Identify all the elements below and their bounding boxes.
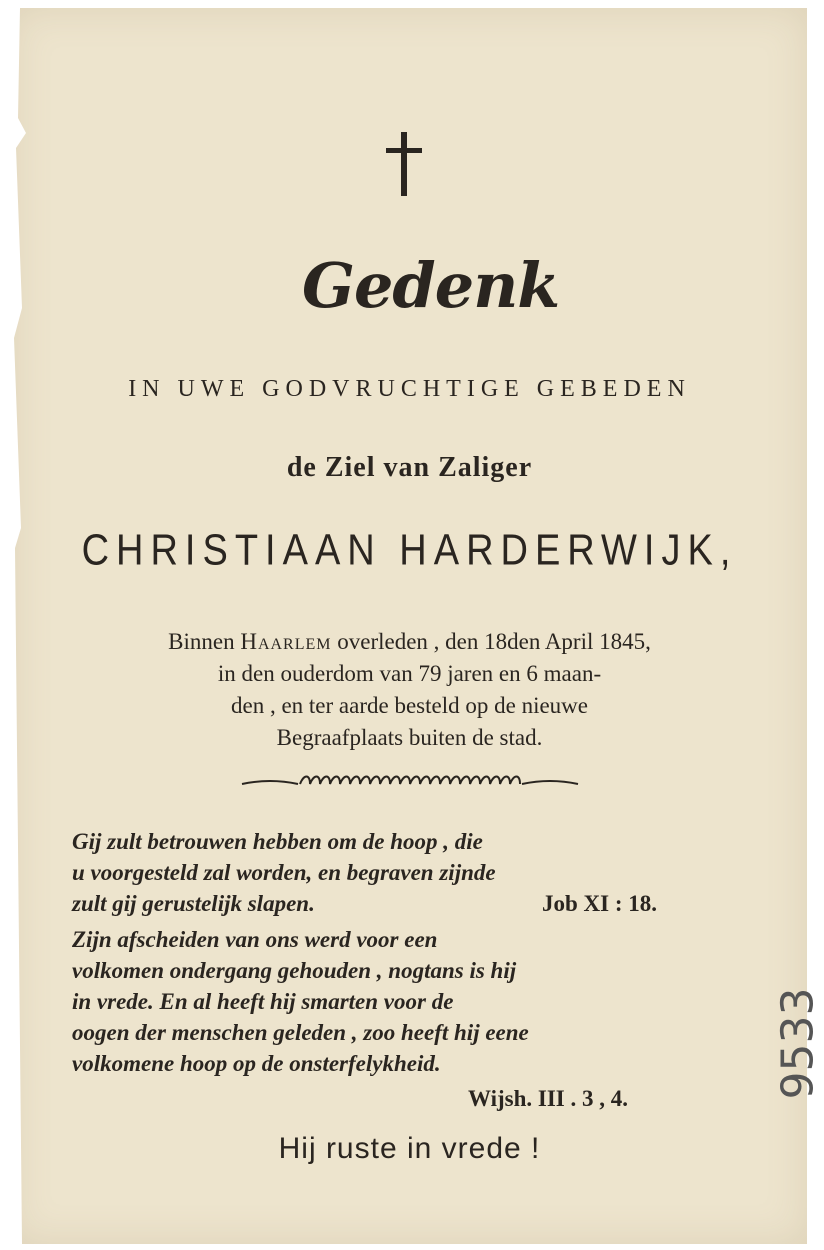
obituary-line-2: in den ouderdom van 79 jaren en 6 maan-: [217, 661, 602, 686]
verse-line: oogen der menschen geleden , zoo heeft hij eene: [72, 1020, 529, 1045]
obituary-line-1: Binnen Haarlem overleden , den 18den April 1845,: [168, 629, 651, 654]
gedenk-heading: Gedenk: [302, 249, 560, 322]
verse-line: volkomene hoop op de onsterfelykheid.: [72, 1051, 441, 1076]
handwritten-number: 9533: [772, 987, 824, 1100]
verse-wisdom: [72, 924, 752, 1079]
verse-line: volkomen ondergang gehouden , nogtans is hij: [72, 958, 517, 983]
obituary-line-3: den , en ter aarde besteld op de nieuwe: [231, 693, 588, 718]
verse-reference: Job XI : 18.: [542, 891, 658, 916]
closing-line: Hij ruste in vrede !: [278, 1132, 541, 1165]
verse-job: [72, 826, 752, 919]
obituary-line-4: Begraafplaats buiten de stad.: [276, 725, 543, 750]
prayer-line: IN UWE GODVRUCHTIGE GEBEDEN: [128, 376, 691, 402]
obituary-text: [62, 626, 757, 754]
memorial-card: [12, 8, 824, 1244]
place-name: Haarlem: [240, 629, 332, 654]
verse-line: Zijn afscheiden van ons werd voor een: [72, 927, 438, 952]
verse-line: zult gij gerustelijk slapen.: [72, 891, 315, 916]
deceased-name: CHRISTIAAN HARDERWIJK,: [81, 526, 738, 576]
verse-line: in vrede. En al heeft hij smarten voor de: [72, 989, 454, 1014]
soul-line: de Ziel van Zaliger: [286, 452, 533, 483]
verse-reference: Wijsh. III . 3 , 4.: [468, 1086, 628, 1111]
verse-line: u voorgesteld zal worden, en begraven zijnde: [72, 860, 496, 885]
latin-cross-icon: [386, 132, 422, 196]
flourish-ornament-icon: [240, 768, 580, 798]
verse-line: Gij zult betrouwen hebben om de hoop , die: [72, 829, 483, 854]
torn-edge: [12, 8, 34, 1244]
